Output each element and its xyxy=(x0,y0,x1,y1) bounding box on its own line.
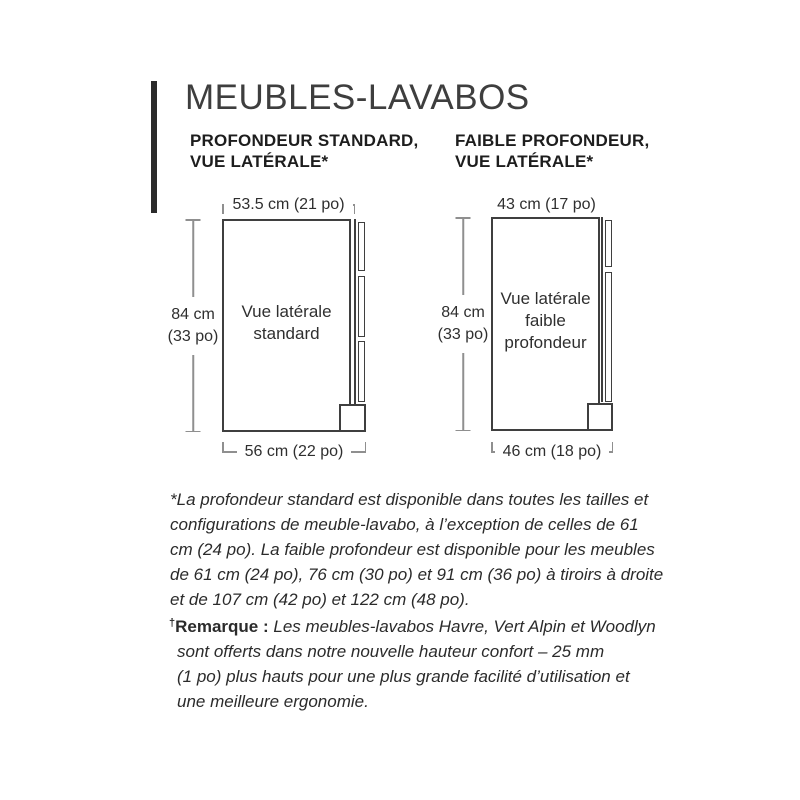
toe-kick-shallow xyxy=(587,403,613,431)
dim-height-standard-label xyxy=(166,297,220,355)
dim-top-standard xyxy=(222,194,355,216)
dim-bottom-shallow xyxy=(491,441,613,463)
dimension-tick xyxy=(491,442,493,452)
accent-bar xyxy=(151,81,157,213)
cabinet-shallow-label-line2: faible xyxy=(525,311,566,330)
footnote xyxy=(170,487,663,612)
cabinet-shallow-label-line1: Vue latérale xyxy=(500,289,591,308)
page-title: MEUBLES-LAVABOS xyxy=(185,78,530,117)
remark-line: (1 po) plus hauts pour une plus grande facilité d’utilisation et xyxy=(177,667,630,686)
cabinet-standard-label xyxy=(241,301,331,345)
footnote-line: cm (24 po). La faible profondeur est disponible pour les meubles xyxy=(170,540,655,559)
footnote-line: configurations de meuble-lavabo, à l’exception de celles de 61 xyxy=(170,515,639,534)
dimension-tick xyxy=(222,204,224,214)
heading-shallow-line2: VUE LATÉRALE* xyxy=(455,152,594,171)
dimension-tick xyxy=(354,204,356,214)
dimension-tick xyxy=(186,431,201,433)
dim-height-shallow-line2: (33 po) xyxy=(437,326,489,343)
remark-note xyxy=(169,611,656,714)
door-segment xyxy=(605,220,612,267)
dim-height-standard-line2: (33 po) xyxy=(167,327,219,345)
remark-label: Remarque : xyxy=(175,617,269,636)
dim-top-shallow xyxy=(491,194,602,216)
cabinet-standard xyxy=(222,219,351,432)
remark-line1 xyxy=(169,611,656,639)
door-segment xyxy=(605,272,612,402)
dim-height-shallow-line1: 84 cm xyxy=(441,304,485,321)
dim-height-shallow-label xyxy=(436,295,490,353)
dimension-tick xyxy=(222,442,224,452)
dimension-tick xyxy=(456,217,471,219)
door-back-line-shallow xyxy=(601,217,603,402)
toe-kick-standard xyxy=(339,404,366,432)
dimension-tick xyxy=(612,442,614,452)
door-segment xyxy=(358,222,365,271)
footnote-line: et de 107 cm (42 po) et 122 cm (48 po). xyxy=(170,590,470,609)
heading-standard-line2: VUE LATÉRALE* xyxy=(190,152,329,171)
dim-top-standard-label: 53.5 cm (21 po) xyxy=(224,194,352,216)
dim-bottom-shallow-label: 46 cm (18 po) xyxy=(495,441,610,463)
dim-height-standard-line1: 84 cm xyxy=(171,305,215,323)
dim-bottom-standard-label: 56 cm (22 po) xyxy=(237,441,352,463)
heading-shallow xyxy=(455,130,649,172)
cabinet-standard-label-line2: standard xyxy=(253,323,320,343)
dimension-tick xyxy=(365,442,367,452)
dim-bottom-standard xyxy=(222,441,366,463)
cabinet-shallow xyxy=(491,217,600,431)
heading-standard xyxy=(190,130,418,172)
dim-height-shallow xyxy=(436,217,490,431)
door-back-line-standard xyxy=(354,219,356,404)
cabinet-standard-label-line1: Vue latérale xyxy=(241,301,332,321)
cabinet-shallow-label-line3: profondeur xyxy=(504,333,587,352)
door-segment xyxy=(358,276,365,337)
cabinet-shallow-label xyxy=(500,288,590,354)
footnote-line: *La profondeur standard est disponible dans toutes les tailles et xyxy=(170,490,649,509)
remark-line: une meilleure ergonomie. xyxy=(177,692,369,711)
remark-line1-rest: Les meubles-lavabos Havre, Vert Alpin et Woodlyn xyxy=(268,617,656,636)
remark-line: sont offerts dans notre nouvelle hauteur confort – 25 mm xyxy=(177,642,605,661)
door-segment xyxy=(358,341,365,402)
dimension-tick xyxy=(456,430,471,432)
heading-shallow-line1: FAIBLE PROFONDEUR, xyxy=(455,131,650,150)
footnote-line: de 61 cm (24 po), 76 cm (30 po) et 91 cm (36 po) à tiroirs à droite xyxy=(170,565,664,584)
dagger-marker: † xyxy=(169,617,176,629)
dimension-tick xyxy=(186,219,201,221)
dim-height-standard xyxy=(166,219,220,432)
dim-top-shallow-label: 43 cm (17 po) xyxy=(489,194,604,216)
heading-standard-line1: PROFONDEUR STANDARD, xyxy=(190,131,419,150)
